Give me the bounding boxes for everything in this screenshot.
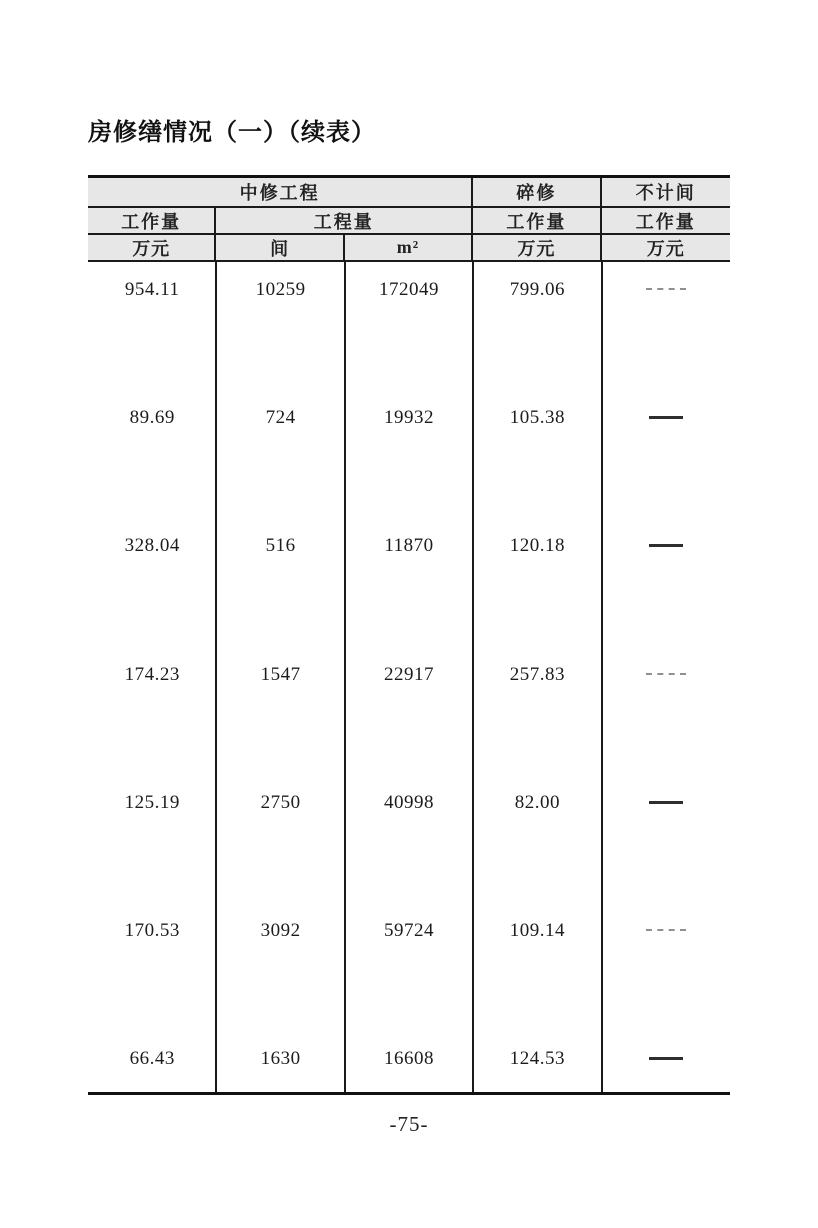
table-cell: 516 [265,535,296,556]
table-row [88,1046,730,1072]
no-data-dashed-mark [646,288,686,290]
no-data-solid-mark [649,801,683,804]
header-unit-wanyuan-2: 万元 [473,235,601,260]
table-cell-dash [602,662,730,688]
header-workload-2: 工作量 [473,208,601,233]
header-group-row [88,178,730,208]
page-number: -75- [389,1112,429,1136]
table-cell: 1630 [260,1048,301,1069]
table-cell: 109.14 [509,920,565,941]
no-data-dashed-mark [646,673,686,675]
table-cell: 2750 [260,792,301,813]
header-workload-3: 工作量 [635,211,696,232]
table-cell: 19932 [383,407,434,428]
table-cell: 16608 [383,1048,434,1069]
header-group-minor-repair: 碎修 [473,178,601,206]
table-cell: 120.18 [509,535,565,556]
table-cell: 40998 [383,792,434,813]
table-cell-dash [602,790,730,816]
table-row [88,918,730,944]
table-cell: 328.04 [124,535,180,556]
table-row [88,405,730,431]
repair-stats-table [88,175,730,1095]
header-unit-wanyuan-1: 万元 [88,235,216,260]
table-cell-dash [602,1046,730,1072]
table-row [88,533,730,559]
table-cell: 172049 [378,279,439,300]
table-cell-dash [602,405,730,431]
table-cell: 89.69 [129,407,175,428]
header-measure-row [88,208,730,235]
table-cell: 1547 [260,664,301,685]
table-cell: 11870 [384,535,434,556]
table-cell: 66.43 [129,1048,175,1069]
header-unit-sqm: m² [345,235,473,260]
table-cell: 799.06 [509,279,565,300]
no-data-dashed-mark [646,929,686,931]
table-row [88,790,730,816]
header-workload-1: 工作量 [88,208,216,233]
table-cell: 3092 [260,920,301,941]
no-data-solid-mark [649,1057,683,1060]
table-cell: 257.83 [509,664,565,685]
table-cell-dash [602,277,730,303]
page-title: 房修缮情况（一）（续表） [88,120,376,146]
table-cell-dash [602,533,730,559]
table-cell: 59724 [383,920,434,941]
table-cell: 105.38 [509,407,565,428]
table-cell: 954.11 [124,279,180,300]
table-cell: 82.00 [514,792,560,813]
table-cell-dash [602,918,730,944]
table-cell: 10259 [255,279,306,300]
table-cell: 174.23 [124,664,180,685]
header-group-medium-repair: 中修工程 [88,178,473,206]
table-cell: 124.53 [509,1048,565,1069]
table-cell: 170.53 [124,920,180,941]
table-row [88,662,730,688]
header-unit-rooms: 间 [216,235,344,260]
table-body [88,262,730,1095]
no-data-solid-mark [649,544,683,547]
table-cell: 22917 [383,664,434,685]
header-unit-row [88,235,730,262]
table-cell: 724 [265,407,296,428]
table-row [88,277,730,303]
header-unit-wanyuan-3: 万元 [646,238,685,259]
table-cell: 125.19 [124,792,180,813]
header-project-volume: 工程量 [216,208,473,233]
no-data-solid-mark [649,416,683,419]
header-group-uncounted-rooms: 不计间 [635,183,696,203]
table-header [88,175,730,262]
